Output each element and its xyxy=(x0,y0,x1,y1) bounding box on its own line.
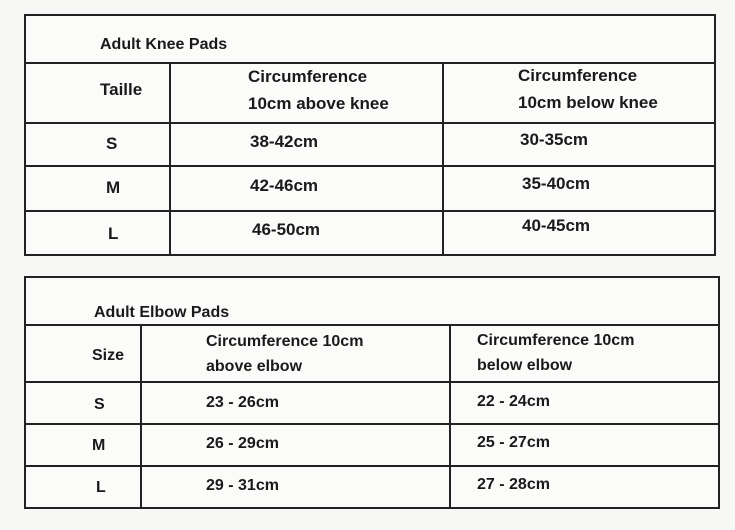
knee-row-s-above: 38-42cm xyxy=(250,132,319,151)
elbow-below-header-line1: Circumference 10cm xyxy=(477,332,635,349)
knee-row-divider-1 xyxy=(26,165,714,167)
knee-size-header: Taille xyxy=(100,80,143,99)
elbow-header-divider xyxy=(26,381,718,383)
knee-table-title: Adult Knee Pads xyxy=(100,36,228,53)
elbow-row-l-above: 29 - 31cm xyxy=(206,477,279,494)
knee-header-divider xyxy=(26,122,714,124)
elbow-below-header-line2: below elbow xyxy=(477,357,573,374)
elbow-pads-size-table xyxy=(24,276,720,509)
elbow-row-divider-1 xyxy=(26,423,718,425)
elbow-row-m-below: 25 - 27cm xyxy=(477,434,550,451)
knee-row-m-above: 42-46cm xyxy=(250,176,319,195)
elbow-row-s-above: 23 - 26cm xyxy=(206,394,279,411)
knee-above-header-line1: Circumference xyxy=(248,67,368,86)
knee-row-divider-2 xyxy=(26,210,714,212)
elbow-title-divider xyxy=(26,324,718,326)
knee-below-header-line2: 10cm below knee xyxy=(518,93,658,112)
knee-row-s-below: 30-35cm xyxy=(520,130,589,149)
elbow-row-s-size: S xyxy=(94,396,105,413)
elbow-row-l-size: L xyxy=(96,479,106,496)
knee-above-header-line2: 10cm above knee xyxy=(248,94,389,113)
elbow-row-l-below: 27 - 28cm xyxy=(477,476,550,493)
knee-below-header-line1: Circumference xyxy=(518,66,638,85)
elbow-above-header-line2: above elbow xyxy=(206,358,303,375)
knee-row-l-below: 40-45cm xyxy=(522,216,591,235)
knee-row-l-size: L xyxy=(108,224,119,243)
elbow-table-title: Adult Elbow Pads xyxy=(94,304,230,321)
knee-row-l-above: 46-50cm xyxy=(252,220,321,239)
elbow-row-m-above: 26 - 29cm xyxy=(206,435,279,452)
elbow-col-divider-1 xyxy=(140,324,142,507)
elbow-above-header-line1: Circumference 10cm xyxy=(206,333,364,350)
elbow-col-divider-2 xyxy=(449,324,451,507)
knee-row-m-below: 35-40cm xyxy=(522,174,591,193)
elbow-row-divider-2 xyxy=(26,465,718,467)
elbow-row-m-size: M xyxy=(92,437,106,454)
elbow-row-s-below: 22 - 24cm xyxy=(477,393,550,410)
knee-pads-size-table xyxy=(24,14,716,256)
elbow-size-header: Size xyxy=(92,347,125,364)
knee-row-m-size: M xyxy=(106,178,121,197)
knee-row-s-size: S xyxy=(106,134,118,153)
knee-col-divider-1 xyxy=(169,62,171,254)
knee-col-divider-2 xyxy=(442,62,444,254)
